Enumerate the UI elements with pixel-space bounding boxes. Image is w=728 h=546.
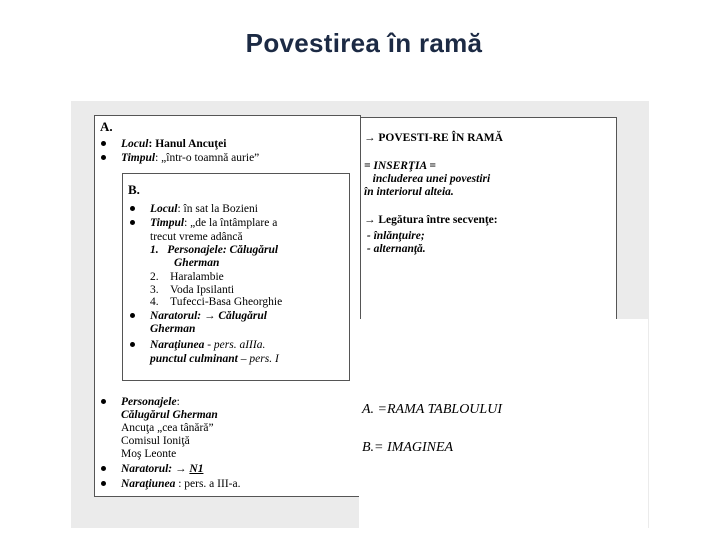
a-char-2: Ancuţa „cea tânără” [121, 422, 214, 434]
def-line-3: includerea unei povestiri [364, 173, 491, 185]
b-list-4: 4. Tufecci-Basa Gheorghie [150, 296, 283, 308]
a-naratiunea: Naraţiunea : pers. a III-a. [121, 478, 241, 490]
def-line-2: = INSERŢIA = [364, 160, 436, 172]
b-naratiunea: Naraţiunea - pers. aIIIa. [150, 339, 266, 351]
definition-box [360, 117, 617, 320]
b-naratorul: Naratorul: → Călugărul [150, 310, 267, 322]
b-personajele-cont: Gherman [174, 257, 220, 269]
b-locul: Locul: în sat la Bozieni [150, 203, 258, 215]
b-naratorul-cont: Gherman [150, 323, 196, 335]
b-timpul: Timpul: „de la întâmplare a [150, 217, 278, 229]
inner-frame-b [122, 173, 350, 381]
a-char-3: Comisul Ioniţă [121, 435, 190, 447]
b-list-3: 3. Voda Ipsilanti [150, 284, 235, 296]
scanned-figure [71, 101, 649, 528]
rama-labels [359, 319, 648, 528]
b-personajele: 1. Personajele: Călugărul [150, 244, 279, 256]
b-list-2: 2. Haralambie [150, 271, 224, 283]
frame-diagram [94, 115, 361, 497]
def-line-5: → Legătura între secvenţe: [364, 214, 498, 226]
def-line-6: - înlănţuire; [364, 230, 425, 242]
a-personajele: Personajele: [121, 396, 180, 408]
a-naratorul: Naratorul: → N1 [121, 463, 204, 475]
slide-title: Povestirea în ramă [245, 28, 483, 58]
label-a: A. [100, 119, 113, 134]
def-line-1: → POVESTI-RE ÎN RAMĂ [364, 132, 503, 144]
b-punctul-culminant: punctul culminant – pers. I [150, 353, 279, 365]
rama-b: B.= IMAGINEA [362, 440, 454, 455]
a-timpul: Timpul: „într-o toamnă aurie” [121, 152, 260, 164]
b-timpul-cont: trecut vreme adâncă [150, 231, 243, 243]
a-char-4: Moş Leonte [121, 448, 177, 460]
def-line-7: - alternanţă. [364, 243, 426, 255]
a-locul: Locul: Hanul Ancuţei [121, 138, 227, 150]
def-line-4: în interiorul alteia. [364, 186, 454, 198]
label-b: B. [128, 182, 140, 197]
a-char-1: Călugărul Gherman [121, 409, 218, 421]
rama-a: A. =RAMA TABLOULUI [362, 402, 502, 417]
